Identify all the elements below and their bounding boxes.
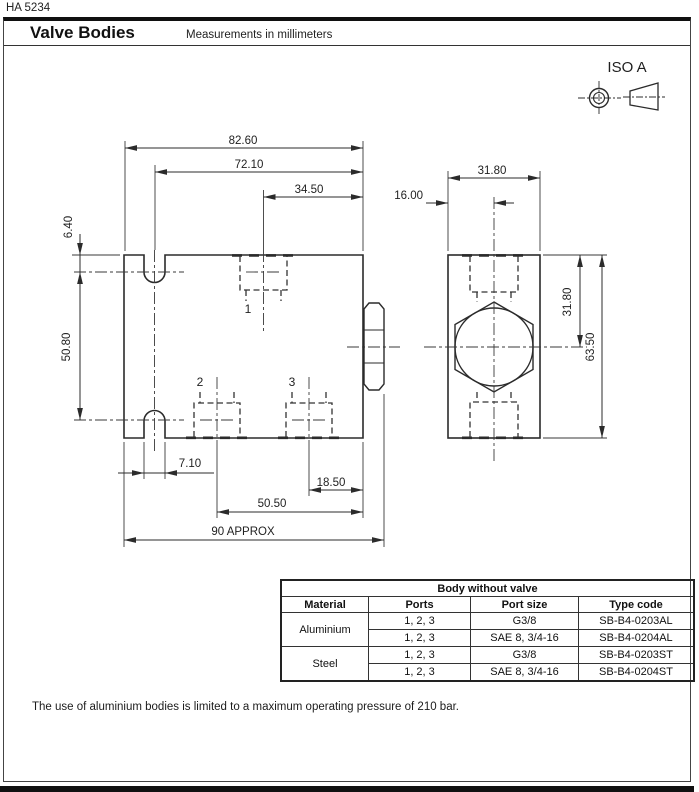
port2-label: 2 bbox=[196, 375, 204, 389]
dim-port-offset: 16.00 bbox=[394, 190, 423, 202]
page-title: Valve Bodies bbox=[30, 23, 135, 42]
document-code: HA 5234 bbox=[6, 2, 51, 14]
side-dimension-lines bbox=[426, 178, 602, 438]
dim-port3-to-right: 18.50 bbox=[316, 477, 346, 489]
port3-label: 3 bbox=[288, 375, 296, 389]
front-port-edge-dashes bbox=[186, 255, 340, 437]
projection-circle-centerlines bbox=[578, 81, 621, 115]
dim-side-height: 63.50 bbox=[585, 332, 597, 362]
spec-table bbox=[280, 579, 695, 682]
header-ports: Ports bbox=[369, 597, 471, 613]
dim-top-to-center: 31.80 bbox=[562, 287, 574, 317]
table-row bbox=[281, 613, 694, 630]
cell-type-code: SB-B4-0203AL bbox=[579, 613, 695, 630]
front-centerlines bbox=[74, 250, 400, 452]
cell-type-code: SB-B4-0204AL bbox=[579, 630, 695, 647]
iso-projection-symbol bbox=[578, 59, 665, 115]
table-title-row bbox=[281, 580, 694, 597]
pressure-note: The use of aluminium bodies is limited to a maximum operating pressure of 210 bar. bbox=[32, 701, 459, 713]
page-subtitle: Measurements in millimeters bbox=[186, 29, 333, 41]
dim-port2-to-right: 50.50 bbox=[257, 498, 287, 510]
dim-top-to-slot: 6.40 bbox=[63, 215, 75, 239]
header-port-size: Port size bbox=[471, 597, 579, 613]
cell-ports: 1, 2, 3 bbox=[369, 630, 471, 647]
dim-port1-to-right: 34.50 bbox=[294, 184, 324, 196]
port1-label: 1 bbox=[244, 302, 252, 316]
footer-bar bbox=[0, 786, 694, 792]
header-type-code: Type code bbox=[579, 597, 695, 613]
dim-overall-width: 82.60 bbox=[228, 135, 258, 147]
front-port-bores bbox=[194, 256, 332, 437]
front-view bbox=[61, 135, 400, 547]
material-aluminium: Aluminium bbox=[281, 613, 369, 647]
cell-port-size: SAE 8, 3/4-16 bbox=[471, 630, 579, 647]
cell-type-code: SB-B4-0203ST bbox=[579, 647, 695, 664]
table-header-row bbox=[281, 597, 694, 613]
side-view bbox=[394, 165, 607, 461]
dim-overall-depth: 90 APPROX bbox=[211, 526, 275, 538]
cell-port-size: G3/8 bbox=[471, 613, 579, 630]
cell-ports: 1, 2, 3 bbox=[369, 664, 471, 682]
table-title: Body without valve bbox=[281, 580, 694, 597]
dim-slot-to-right: 72.10 bbox=[234, 159, 264, 171]
front-body-outline bbox=[124, 255, 363, 438]
material-steel: Steel bbox=[281, 647, 369, 682]
dim-slot-width: 7.10 bbox=[178, 458, 202, 470]
iso-a-label: ISO A bbox=[607, 59, 647, 76]
projection-cone-symbol bbox=[630, 83, 658, 110]
side-extension-lines bbox=[448, 171, 607, 438]
cell-type-code: SB-B4-0204ST bbox=[579, 664, 695, 682]
cell-port-size: SAE 8, 3/4-16 bbox=[471, 664, 579, 682]
table-row bbox=[281, 647, 694, 664]
cell-port-size: G3/8 bbox=[471, 647, 579, 664]
cell-ports: 1, 2, 3 bbox=[369, 647, 471, 664]
dim-slot-to-slot: 50.80 bbox=[61, 332, 73, 362]
hex-plug-side bbox=[364, 303, 384, 390]
header-material: Material bbox=[281, 597, 369, 613]
cell-ports: 1, 2, 3 bbox=[369, 613, 471, 630]
dim-side-width: 31.80 bbox=[477, 165, 507, 177]
